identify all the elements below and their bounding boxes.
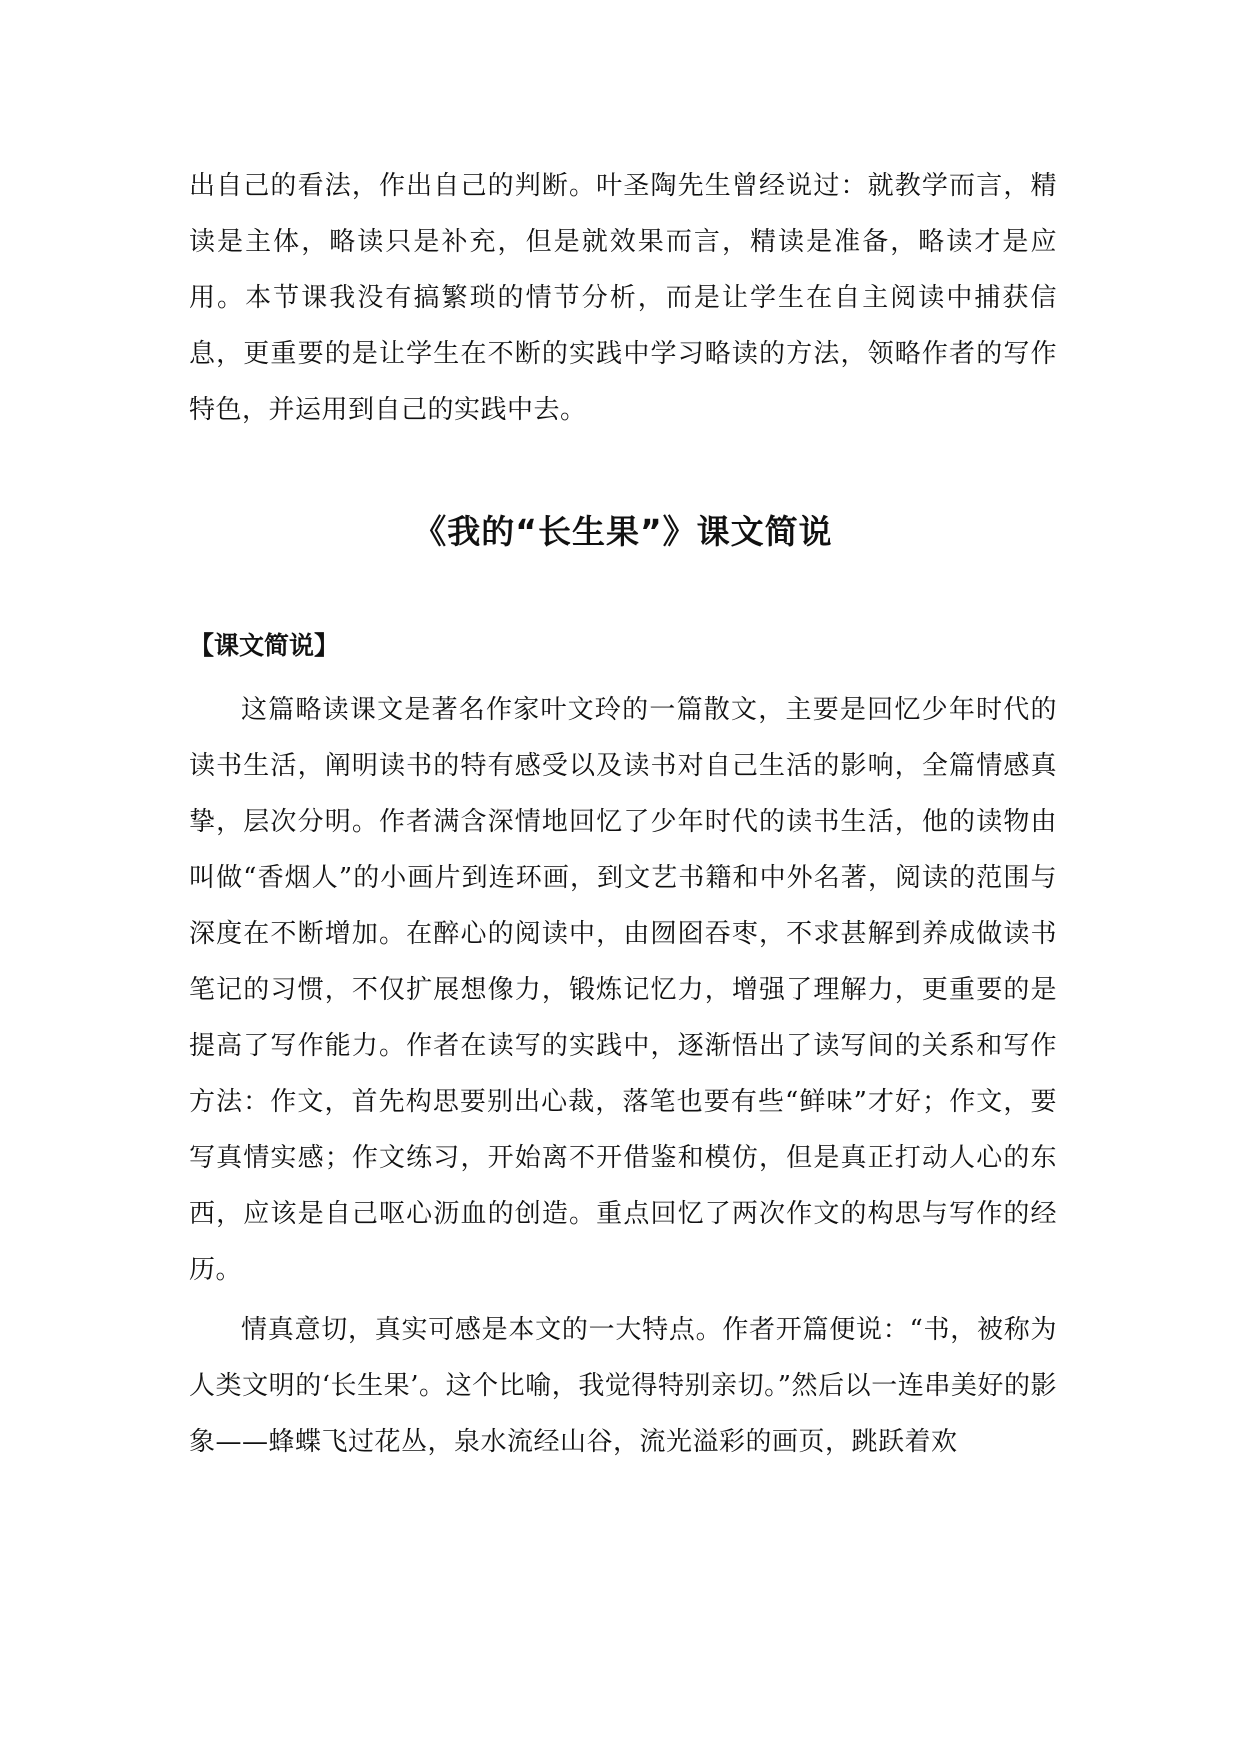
body-paragraph-1: 这篇略读课文是著名作家叶文玲的一篇散文，主要是回忆少年时代的读书生活，阐明读书的特有感受以及读书对自己生活的影响，全篇情感真挚，层次分明。作者满含深情地回忆了少年时代的读书生活，他的读物由叫做“香烟人”的小画片到连环画，到文艺书籍和中外名著，阅读的范围与深度在不断增加。在醉心的阅读中，由囫囵吞枣，不求甚解到养成做读书笔记的习惯，不仅扩展想像力，锻炼记忆力，增强了理解力，更重要的是提高了写作能力。作者在读写的实践中，逐渐悟出了读写间的关系和写作方法：作文，首先构思要别出心裁，落笔也要有些“鲜味”才好；作文，要写真情实感；作文练习，开始离不开借鉴和模仿，但是真正打动人心的东西，应该是自己呕心沥血的创造。重点回忆了两次作文的构思与写作的经历。 [189, 695, 1057, 1285]
document-title: 《我的“长生果”》课文简说 [413, 512, 833, 551]
intro-text-block [189, 158, 1057, 438]
section-heading: 【课文简说】 [189, 631, 340, 660]
intro-paragraph: 出自己的看法，作出自己的判断。叶圣陶先生曾经说过：就教学而言，精读是主体，略读只是补充，但是就效果而言，精读是准备，略读才是应用。本节课我没有搞繁琐的情节分析，而是让学生在自主阅读中捕获信息，更重要的是让学生在不断的实践中学习略读的方法，领略作者的写作特色，并运用到自己的实践中去。 [189, 171, 1057, 425]
body-text-block [189, 682, 1057, 1470]
body-paragraph-2: 情真意切，真实可感是本文的一大特点。作者开篇便说：“书，被称为人类文明的‘长生果’。这个比喻，我觉得特别亲切。”然后以一连串美好的影象——蜂蝶飞过花丛，泉水流经山谷，流光溢彩的画页，跳跃着欢 [189, 1315, 1057, 1457]
